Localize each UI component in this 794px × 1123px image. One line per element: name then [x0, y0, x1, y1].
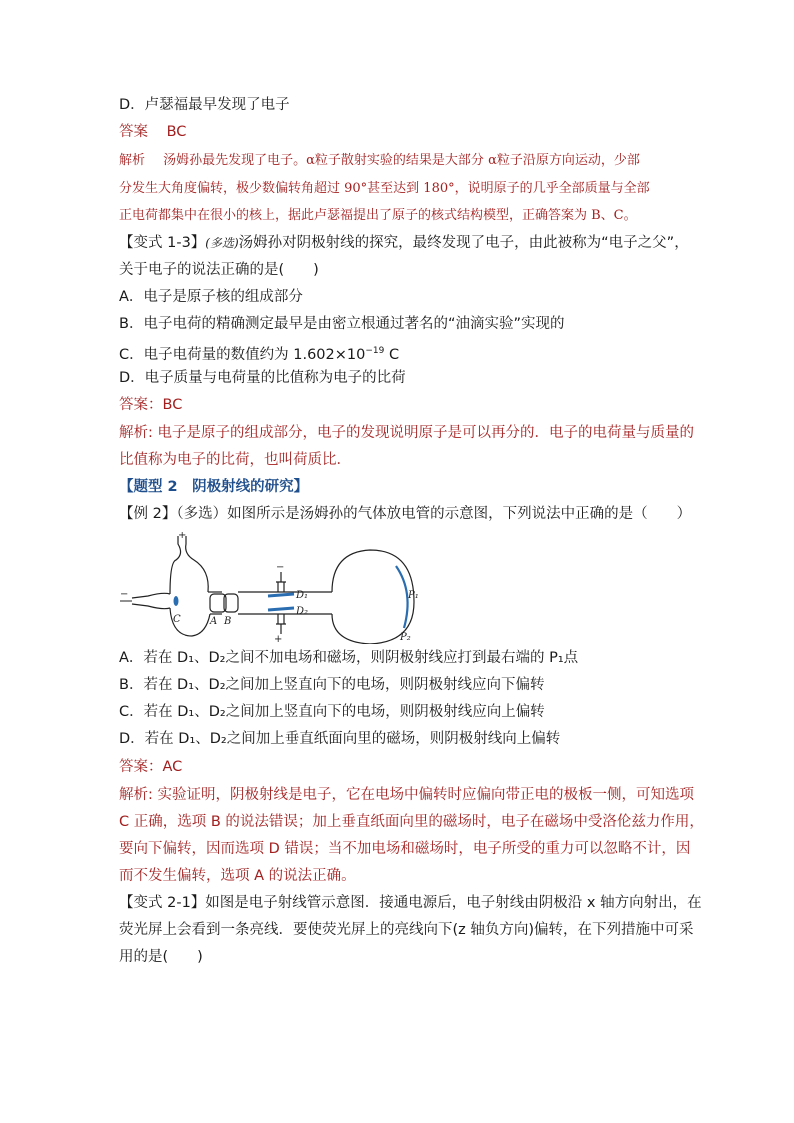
- label-d2: D₂: [296, 606, 309, 617]
- tube-left-stem: [132, 593, 170, 598]
- prev-explanation-line-1: [119, 151, 640, 171]
- plate-d1: [268, 594, 294, 596]
- variant-1-3-option-c-text: C．电子电荷量的数值约为 1.602×10: [119, 346, 366, 363]
- example-2-explanation-line-2: C 正确，选项 B 的说法错误；加上垂直纸面向里的磁场时，电子在磁场中受洛伦兹力作用，: [119, 814, 704, 830]
- prev-explanation-text-1: 汤姆孙最先发现了电子。α粒子散射实验的结果是大部分 α粒子沿原方向运动，少部: [163, 153, 640, 168]
- label-minus-mid: −: [276, 562, 285, 573]
- variant-1-3-stem-text: 汤姆孙对阴极射线的探究，最终发现了电子，由此被称为“电子之父”，: [238, 235, 689, 251]
- variant-1-3-option-c-exponent: −19: [365, 346, 385, 356]
- example-2-stem: 【例 2】（多选）如图所示是汤姆孙的气体放电管的示意图，下列说法中正确的是（ ）: [119, 506, 692, 522]
- example-2-explanation-line-4: 而不发生偏转，选项 A 的说法正确。: [119, 868, 356, 884]
- example-2-option-c: C．若在 D₁、D₂之间加上竖直向下的电场，则阴极射线应向上偏转: [119, 704, 545, 720]
- variant-1-3-tag-note: (多选): [205, 236, 239, 250]
- variant-1-3-stem-line-1: [119, 233, 689, 253]
- label-plus-top: +: [178, 532, 187, 541]
- label-plus-bottom: +: [274, 634, 283, 644]
- variant-1-3-answer: 答案：BC: [119, 397, 183, 413]
- variant-1-3-option-a: A．电子是原子核的组成部分: [119, 289, 303, 305]
- prev-answer-label: 答案: [119, 124, 148, 140]
- tube-right-bulb: [332, 550, 414, 644]
- prev-explanation-label: 解析: [119, 153, 146, 168]
- discharge-tube-figure: [118, 532, 438, 644]
- example-2-explanation-line-1: 解析: 实验证明，阴极射线是电子，它在电场中偏转时应偏向带正电的极板一侧，可知选项: [119, 787, 694, 803]
- label-p1: P₁: [408, 590, 419, 601]
- example-2-answer: 答案：AC: [119, 759, 183, 775]
- variant-1-3-option-c-unit: C: [384, 346, 400, 363]
- label-c: C: [173, 614, 181, 625]
- example-2-option-b: B．若在 D₁、D₂之间加上竖直向下的电场，则阴极射线应向下偏转: [119, 677, 545, 693]
- example-2-option-d: D．若在 D₁、D₂之间加上垂直纸面向里的磁场，则阴极射线向上偏转: [119, 731, 561, 747]
- variant-2-1-line-3: 用的是( ): [119, 949, 203, 965]
- prev-explanation-line-2: 分发生大角度偏转，极少数偏转角超过 90°甚至达到 180°，说明原子的几乎全部质量与全部: [119, 181, 650, 196]
- variant-1-3-option-d: D．电子质量与电荷量的比值称为电子的比荷: [119, 370, 406, 386]
- prev-answer-value: BC: [166, 124, 187, 140]
- label-d1: D₁: [296, 590, 309, 601]
- variant-2-1-line-1: 【变式 2-1】如图是电子射线管示意图．接通电源后，电子射线由阴极沿 x 轴方向射出，在: [119, 895, 702, 911]
- topic-2-heading: 【题型 2 阴极射线的研究】: [119, 479, 309, 495]
- label-a: A: [210, 616, 218, 627]
- example-2-explanation-line-3: 要向下偏转，因而选项 D 错误；当不加电场和磁场时，电子所受的重力可以忽略不计，因: [119, 841, 691, 857]
- tube-left-bulb: [170, 536, 181, 594]
- plate-d2: [268, 608, 294, 610]
- label-p2: P₂: [400, 632, 411, 643]
- variant-1-3-option-c: [119, 341, 399, 365]
- variant-1-3-tag: 【变式 1-3】: [119, 235, 206, 251]
- prev-explanation-line-3: 正电荷都集中在很小的核上，据此卢瑟福提出了原子的核式结构模型，正确答案为 B、C。: [119, 208, 637, 223]
- fluorescent-screen: [396, 566, 408, 628]
- prev-answer: [119, 122, 186, 142]
- variant-1-3-explanation-line-2: 比值称为电子的比荷，也叫荷质比．: [119, 452, 351, 468]
- cathode-c: [174, 596, 179, 606]
- prev-option-d: D．卢瑟福最早发现了电子: [119, 97, 290, 113]
- variant-1-3-option-b: B．电子电荷的精确测定最早是由密立根通过著名的“油滴实验”实现的: [119, 316, 565, 332]
- example-2-option-a: A．若在 D₁、D₂之间不加电场和磁场，则阴极射线应打到最右端的 P₁点: [119, 650, 579, 666]
- label-minus-left: −: [120, 589, 129, 600]
- variant-1-3-explanation-line-1: 解析: 电子是原子的组成部分，电子的发现说明原子是可以再分的．电子的电荷量与质量的: [119, 425, 694, 441]
- variant-2-1-line-2: 荧光屏上会看到一条亮线．要使荧光屏上的亮线向下(z 轴负方向)偏转，在下列措施中可采: [119, 922, 694, 938]
- label-b: B: [224, 616, 232, 627]
- variant-1-3-stem-line-2: 关于电子的说法正确的是( ): [119, 262, 319, 278]
